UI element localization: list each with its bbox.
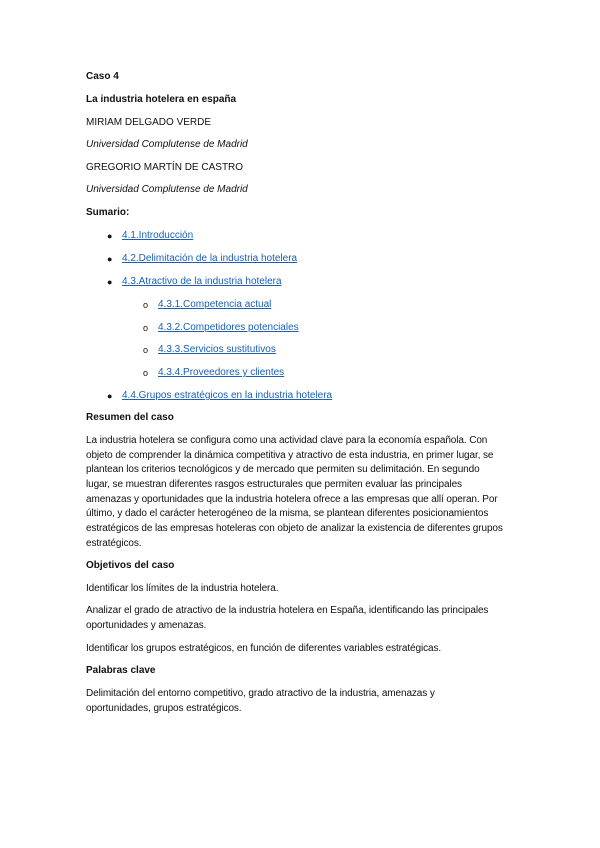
objective-line: oportunidades y amenazas. xyxy=(86,620,207,631)
bullet-icon: ● xyxy=(107,231,113,241)
toc-link[interactable]: 4.3.4.Proveedores y clientes xyxy=(158,367,285,378)
toc-link[interactable]: 4.4.Grupos estratégicos en la industria hotelera xyxy=(122,390,333,401)
objective-line: Identificar los grupos estratégicos, en función de diferentes variables estratégicas. xyxy=(86,643,442,654)
toc-link[interactable]: 4.3.3.Servicios sustitutivos xyxy=(158,344,276,355)
toc-link[interactable]: 4.3.1.Competencia actual xyxy=(158,299,272,310)
abstract-line: La industria hotelera se configura como una actividad clave para la economía española. Con xyxy=(86,435,488,446)
circle-bullet-icon: o xyxy=(143,300,149,310)
document-title: La industria hotelera en españa xyxy=(86,94,237,105)
toc-link[interactable]: 4.3.Atractivo de la industria hotelera xyxy=(122,276,282,287)
objectives-heading: Objetivos del caso xyxy=(86,560,175,571)
objective-line: Analizar el grado de atractivo de la industria hotelera en España, identificando las principales xyxy=(86,605,489,616)
abstract-line: lugar, se muestran diferentes rasgos estructurales que permiten evaluar las principales xyxy=(86,479,462,490)
author-affiliation: Universidad Complutense de Madrid xyxy=(86,184,248,195)
keywords-heading: Palabras clave xyxy=(86,665,156,676)
toc-link[interactable]: 4.1.Introducción xyxy=(122,230,194,241)
abstract-line: amenazas y oportunidades que la industria hotelera ofrece a las empresas que allí operan. Por xyxy=(86,494,498,505)
toc-link[interactable]: 4.3.2.Competidores potenciales xyxy=(158,322,299,333)
circle-bullet-icon: o xyxy=(143,368,149,378)
bullet-icon: ● xyxy=(107,277,113,287)
keywords-line: Delimitación del entorno competitivo, grado atractivo de la industria, amenazas y xyxy=(86,688,435,699)
abstract-line: objeto de comprender la dinámica competitiva y atractivo de esta industria, en primer lugar, se xyxy=(86,450,494,461)
keywords-line: oportunidades, grupos estratégicos. xyxy=(86,703,242,714)
objective-line: Identificar los límites de la industria hotelera. xyxy=(86,583,279,594)
bullet-icon: ● xyxy=(107,254,113,264)
abstract-heading: Resumen del caso xyxy=(86,412,174,423)
abstract-line: estratégicos. xyxy=(86,538,142,549)
author-name: MIRIAM DELGADO VERDE xyxy=(86,117,212,128)
abstract-line: estratégicos de las empresas hoteleras con objeto de analizar la existencia de diferentes grupos xyxy=(86,523,503,534)
summary-heading: Sumario: xyxy=(86,207,130,218)
toc-link[interactable]: 4.2.Delimitación de la industria hotelera xyxy=(122,253,298,264)
abstract-line: plantean los criterios tecnológicos y de mercado que permiten su delimitación. En segundo xyxy=(86,464,480,475)
circle-bullet-icon: o xyxy=(143,323,149,333)
abstract-line: último, y dado el carácter heterogéneo de la misma, se plantean diferentes posicionamientos xyxy=(86,508,489,519)
author-name: GREGORIO MARTÍN DE CASTRO xyxy=(86,162,244,173)
bullet-icon: ● xyxy=(107,391,113,401)
author-affiliation: Universidad Complutense de Madrid xyxy=(86,139,248,150)
circle-bullet-icon: o xyxy=(143,345,149,355)
case-number: Caso 4 xyxy=(86,71,119,82)
